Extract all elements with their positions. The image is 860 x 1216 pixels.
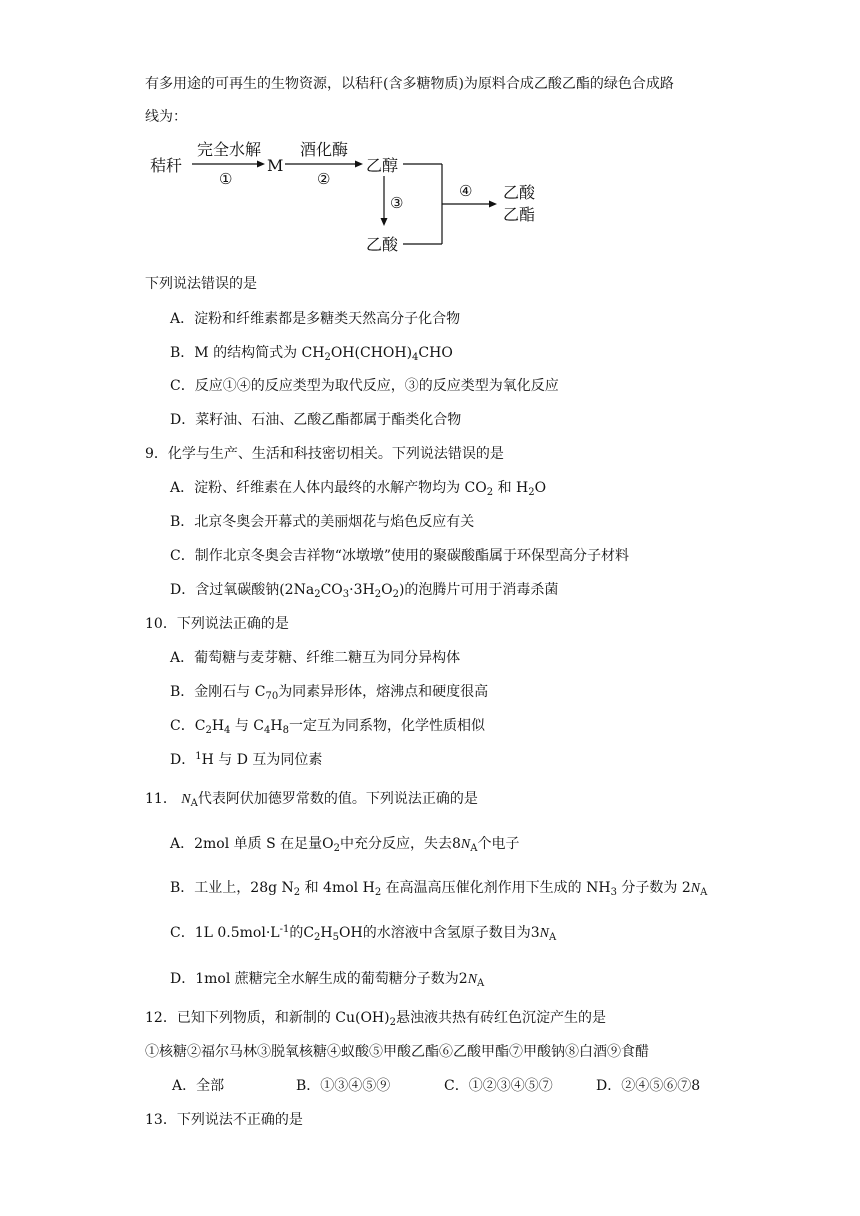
q8-option-d: D．菜籽油、石油、乙酸乙酯都属于酯类化合物	[170, 412, 462, 428]
arrow-1-head	[257, 161, 265, 168]
arrow-4-head	[489, 201, 497, 208]
node-straw: 秸秆	[150, 156, 183, 175]
q8-b-prefix: B．M 的结构简式为 CH	[170, 345, 325, 361]
q11-stem: 11． $N_A$代表阿伏加德罗常数的值。下列说法正确的是	[145, 791, 478, 809]
q11-option-a: A．2mol 单质 S 在足量$O_2$中充分反应，失去$8N_A$个电子	[170, 836, 520, 854]
q10-option-d: D．$^1$H 与 D 互为同位素	[170, 751, 323, 768]
q10-option-b: B．金刚石与 $C_{70}$为同素异形体，熔沸点和硬度很高	[170, 684, 489, 702]
label-enzyme: 酒化酶	[300, 140, 349, 159]
q12-list: ①核糖②福尔马林③脱氧核糖④蚁酸⑤甲酸乙酯⑥乙酸甲酯⑦甲酸钠⑧白酒⑨食醋	[145, 1044, 649, 1060]
q11-option-c: C．1L $0.5mol\cdot L^{-1}$的$C_2H_5OH$的水溶液中含氢原子数目为$3N_A$	[170, 924, 557, 943]
q8-option-b: B．M 的结构简式为 $CH_2OH(CHOH)_4CHO$	[170, 345, 453, 363]
q10-stem: 10．下列说法正确的是	[145, 616, 289, 632]
q12-option-a: A．全部	[172, 1078, 225, 1094]
q11-option-b: B．工业上，28g $N_2$ 和 4mol $H_2$ 在高温高压催化剂作用下生成的 $NH_3$ 分子数为 $2N_A$	[170, 880, 708, 898]
q9-option-b: B．北京冬奥会开幕式的美丽烟花与焰色反应有关	[170, 514, 475, 530]
label-step-2: ②	[317, 170, 331, 188]
q9-option-d: D．含过氧碳酸钠$(2Na_2CO_3\cdot 3H_2O_2)$的泡腾片可用于消毒杀菌	[170, 582, 559, 600]
label-step-4: ④	[459, 182, 473, 200]
q12-option-b: B．①③④⑤⑨	[296, 1078, 391, 1094]
q12-option-d: D．②④⑤⑥⑦8	[596, 1078, 701, 1094]
q10-option-c: C．$C_2H_4$ 与 $C_4H_8$一定互为同系物，化学性质相似	[170, 718, 485, 736]
q8-option-a: A．淀粉和纤维素都是多糖类天然高分子化合物	[170, 311, 461, 327]
node-m: M	[267, 156, 284, 175]
q13-stem: 13．下列说法不正确的是	[145, 1112, 303, 1128]
node-acetic-acid: 乙酸	[366, 235, 399, 254]
synthesis-route-diagram	[145, 138, 565, 263]
node-ethanol: 乙醇	[366, 156, 399, 175]
q8-stem: 下列说法错误的是	[145, 276, 257, 292]
q9-option-a: A．淀粉、纤维素在人体内最终的水解产物均为 $CO_2$ 和 $H_2O$	[170, 480, 547, 498]
q8-b-suffix: OH(CHOH)	[330, 345, 413, 361]
label-step-1: ①	[219, 170, 233, 188]
q9-stem: 9．化学与生产、生活和科技密切相关。下列说法错误的是	[145, 446, 504, 462]
node-ester-2: 乙酯	[503, 205, 536, 224]
arrow-3-head	[381, 218, 388, 226]
q8-option-c: C．反应①④的反应类型为取代反应，③的反应类型为氧化反应	[170, 378, 559, 394]
q8-b-end: CHO	[418, 345, 453, 361]
q11-option-d: D．1mol 蔗糖完全水解生成的葡萄糖分子数为$2N_A$	[170, 971, 485, 989]
label-step-3: ③	[390, 194, 404, 212]
intro-line-1: 有多用途的可再生的生物资源，以秸秆(含多糖物质)为原料合成乙酸乙酯的绿色合成路	[145, 76, 674, 92]
q12-option-c: C．①②③④⑤⑦	[444, 1078, 553, 1094]
arrow-2-head	[355, 161, 363, 168]
q10-option-a: A．葡萄糖与麦芽糖、纤维二糖互为同分异构体	[170, 650, 461, 666]
q12-stem: 12．已知下列物质，和新制的 $Cu(OH)_2$悬浊液共热有砖红色沉淀产生的是	[145, 1010, 606, 1028]
q12-options	[0, 1076, 860, 1096]
label-hydrolysis: 完全水解	[197, 140, 262, 159]
intro-line-2: 线为：	[145, 109, 187, 125]
node-ester-1: 乙酸	[503, 183, 536, 202]
q9-option-c: C．制作北京冬奥会吉祥物“冰墩墩”使用的聚碳酸酯属于环保型高分子材料	[170, 548, 630, 564]
